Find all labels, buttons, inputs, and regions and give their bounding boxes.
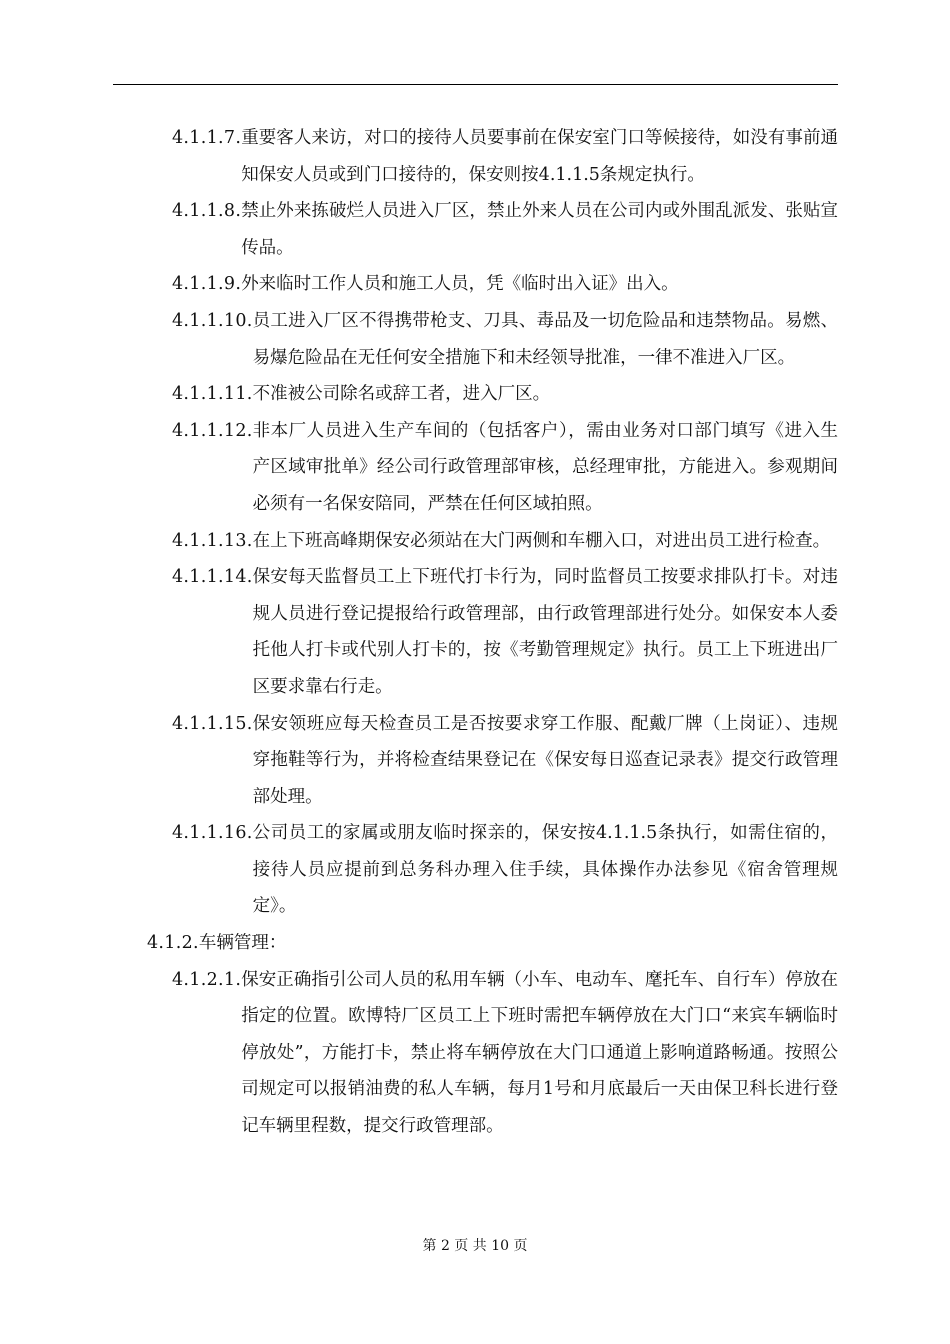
clause-text: 外来临时工作人员和施工人员，凭《临时出入证》出入。 <box>241 274 679 295</box>
clause-text: 在上下班高峰期保安必须站在大门两侧和车棚入口，对进出员工进行检查。 <box>252 530 831 551</box>
section-4-1-2 <box>0 925 838 962</box>
clause-number: 4.1.1.13. <box>172 530 253 551</box>
clause-text: 禁止外来拣破烂人员进入厂区，禁止外来人员在公司内或外围乱派发、张贴宣传品。 <box>241 201 838 258</box>
clause-number: 4.1.1.14. <box>172 567 253 588</box>
section-heading: 车辆管理： <box>198 933 287 954</box>
clause-4-1-1-13 <box>0 523 838 560</box>
header-rule <box>113 84 838 85</box>
clause-number: 4.1.1.12. <box>172 420 253 441</box>
clause-number: 4.1.1.10. <box>172 310 253 331</box>
clause-text: 非本厂人员进入生产车间的（包括客户），需由业务对口部门填写《进入生产区域审批单》经公司行政管理部审核，总经理审批，方能进入。参观期间必须有一名保安陪同，严禁在任何区域拍照。 <box>252 420 838 514</box>
clause-number: 4.1.1.8. <box>172 201 242 222</box>
clause-text: 不准被公司除名或辞工者，进入厂区。 <box>252 384 551 405</box>
document-body <box>0 120 950 1145</box>
clause-number: 4.1.2.1. <box>172 969 242 990</box>
clause-4-1-1-12 <box>0 413 838 523</box>
clause-4-1-1-7 <box>0 120 838 193</box>
clause-number: 4.1.1.16. <box>172 823 253 844</box>
clause-number: 4.1.1.9. <box>172 274 242 295</box>
clause-text: 公司员工的家属或朋友临时探亲的，保安按4.1.1.5条执行，如需住宿的，接待人员应提前到总务科办理入住手续，具体操作办法参见《宿舍管理规定》。 <box>252 823 838 917</box>
clause-4-1-1-14 <box>0 559 838 705</box>
clause-4-1-1-10 <box>0 303 838 376</box>
clause-4-1-1-16 <box>0 815 838 925</box>
clause-text: 保安每天监督员工上下班代打卡行为，同时监督员工按要求排队打卡。对违规人员进行登记提报给行政管理部，由行政管理部进行处分。如保安本人委托他人打卡或代别人打卡的，按《考勤管理规定》执行。员工上下班进出厂区要求靠右行走。 <box>252 567 838 697</box>
section-number: 4.1.2. <box>147 933 199 954</box>
clause-text: 重要客人来访，对口的接待人员要事前在保安室门口等候接待，如没有事前通知保安人员或到门口接待的，保安则按4.1.1.5条规定执行。 <box>241 128 838 185</box>
clause-4-1-1-15 <box>0 706 838 816</box>
clause-text: 员工进入厂区不得携带枪支、刀具、毒品及一切危险品和违禁物品。易燃、易爆危险品在无任何安全措施下和未经领导批准，一律不准进入厂区。 <box>252 310 838 368</box>
clause-4-1-1-9 <box>0 266 838 303</box>
clause-4-1-1-11 <box>0 376 838 413</box>
clause-text: 保安正确指引公司人员的私用车辆（小车、电动车、麾托车、自行车）停放在指定的位置。欧博特厂区员工上下班时需把车辆停放在大门口“来宾车辆临时停放处”，方能打卡，禁止将车辆停放在大门口通道上影响道路畅通。按照公司规定可以报销油费的私人车辆，每月1号和月底最后一天由保卫科长进行登记车辆里程数，提交行政管理部。 <box>241 969 838 1137</box>
clause-text: 保安领班应每天检查员工是否按要求穿工作服、配戴厂牌（上岗证）、违规穿拖鞋等行为，并将检查结果登记在《保安每日巡查记录表》提交行政管理部处理。 <box>252 713 838 807</box>
clause-number: 4.1.1.11. <box>172 384 253 405</box>
clause-4-1-1-8 <box>0 193 838 266</box>
clause-number: 4.1.1.15. <box>172 713 253 734</box>
clause-number: 4.1.1.7. <box>172 128 242 148</box>
page-footer: 第 2 页 共 10 页 <box>422 1238 528 1254</box>
clause-4-1-2-1 <box>0 962 838 1145</box>
